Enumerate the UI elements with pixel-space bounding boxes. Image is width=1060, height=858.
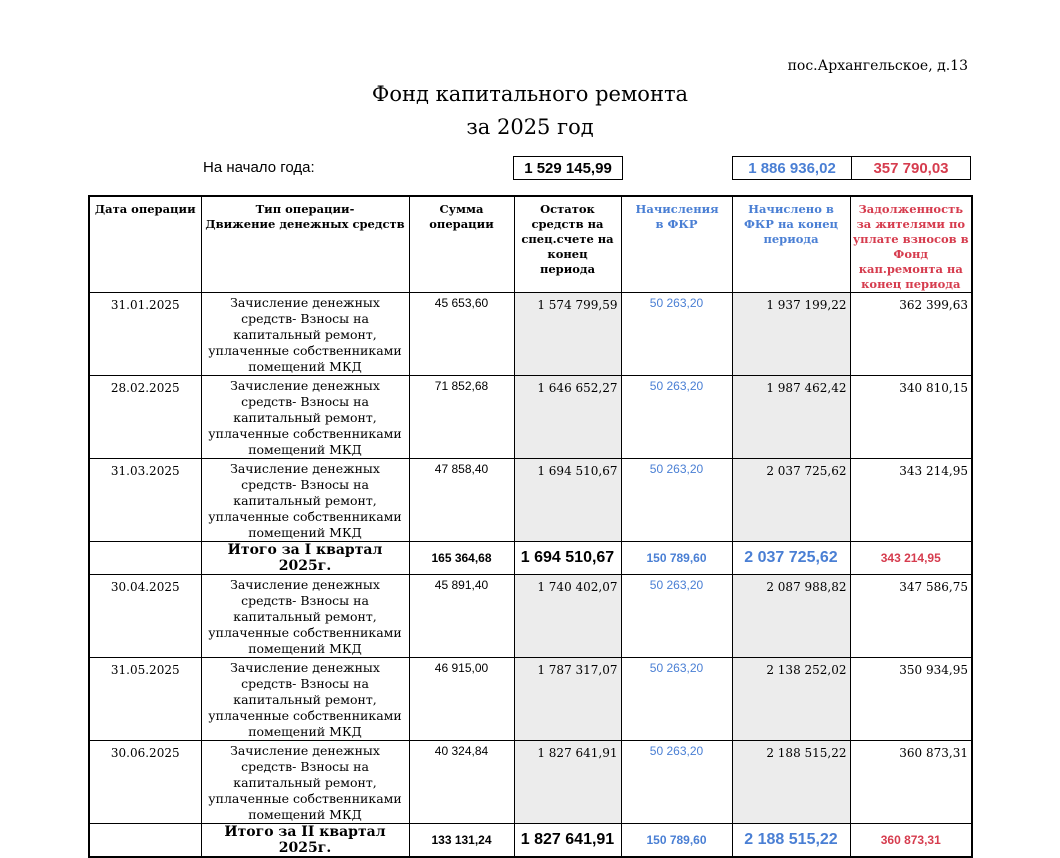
row-date: 30.04.2025 xyxy=(89,575,201,658)
row-accrued: 50 263,20 xyxy=(621,575,732,658)
total-blank-cell xyxy=(89,824,201,858)
row-fkr-total: 2 138 252,02 xyxy=(732,658,850,741)
total-accrued: 150 789,60 xyxy=(621,824,732,858)
row-sum: 40 324,84 xyxy=(409,741,514,824)
row-accrued: 50 263,20 xyxy=(621,741,732,824)
table-row xyxy=(89,376,972,459)
row-operation: Зачисление денежных средств- Взносы на капитальный ремонт, уплаченные собственниками помещений МКД xyxy=(201,741,409,824)
row-accrued: 50 263,20 xyxy=(621,293,732,376)
row-date: 30.06.2025 xyxy=(89,741,201,824)
row-date: 31.05.2025 xyxy=(89,658,201,741)
row-fkr-total: 2 188 515,22 xyxy=(732,741,850,824)
total-label: Итого за I квартал 2025г. xyxy=(201,542,409,575)
table-row xyxy=(89,575,972,658)
row-fkr-total: 1 937 199,22 xyxy=(732,293,850,376)
col-header-fkr-total: Начислено в ФКР на конец периода xyxy=(732,196,850,293)
row-operation: Зачисление денежных средств- Взносы на капитальный ремонт, уплаченные собственниками помещений МКД xyxy=(201,376,409,459)
table-row xyxy=(89,293,972,376)
row-fkr-total: 1 987 462,42 xyxy=(732,376,850,459)
row-balance: 1 827 641,91 xyxy=(514,741,621,824)
page-subtitle-year: за 2025 год xyxy=(466,115,594,139)
page-title: Фонд капитального ремонта xyxy=(371,82,689,106)
start-debt-value: 357 790,03 xyxy=(873,159,949,177)
row-operation: Зачисление денежных средств- Взносы на капитальный ремонт, уплаченные собственниками помещений МКД xyxy=(201,293,409,376)
col-header-operation: Тип операции- Движение денежных средств xyxy=(201,196,409,293)
table-header-row xyxy=(89,196,972,293)
row-date: 28.02.2025 xyxy=(89,376,201,459)
operations-table xyxy=(88,195,973,858)
col-header-balance: Остаток средств на спец.счете на конец периода xyxy=(514,196,621,293)
row-debt: 360 873,31 xyxy=(850,741,972,824)
row-accrued: 50 263,20 xyxy=(621,376,732,459)
row-date: 31.01.2025 xyxy=(89,293,201,376)
row-debt: 362 399,63 xyxy=(850,293,972,376)
row-debt: 347 586,75 xyxy=(850,575,972,658)
start-of-year-label: На начало года: xyxy=(203,159,315,176)
row-debt: 343 214,95 xyxy=(850,459,972,542)
table-row xyxy=(89,658,972,741)
row-balance: 1 574 799,59 xyxy=(514,293,621,376)
total-sum: 133 131,24 xyxy=(409,824,514,858)
row-accrued: 50 263,20 xyxy=(621,658,732,741)
row-sum: 45 653,60 xyxy=(409,293,514,376)
table-row xyxy=(89,741,972,824)
total-label: Итого за II квартал 2025г. xyxy=(201,824,409,858)
total-debt: 360 873,31 xyxy=(850,824,972,858)
row-debt: 340 810,15 xyxy=(850,376,972,459)
quarter-total-row xyxy=(89,824,972,858)
address-label: пос.Архангельское, д.13 xyxy=(787,58,968,74)
row-accrued: 50 263,20 xyxy=(621,459,732,542)
start-balance-value: 1 529 145,99 xyxy=(513,156,623,180)
col-header-accrued: Начисления в ФКР xyxy=(621,196,732,293)
total-balance: 1 827 641,91 xyxy=(514,824,621,858)
row-fkr-total: 2 087 988,82 xyxy=(732,575,850,658)
quarter-total-row xyxy=(89,542,972,575)
row-sum: 46 915,00 xyxy=(409,658,514,741)
total-fkr-total: 2 188 515,22 xyxy=(732,824,850,858)
total-accrued: 150 789,60 xyxy=(621,542,732,575)
row-balance: 1 646 652,27 xyxy=(514,376,621,459)
start-fkr-debt-box xyxy=(732,156,971,180)
row-balance: 1 787 317,07 xyxy=(514,658,621,741)
row-operation: Зачисление денежных средств- Взносы на капитальный ремонт, уплаченные собственниками помещений МКД xyxy=(201,459,409,542)
total-blank-cell xyxy=(89,542,201,575)
row-debt: 350 934,95 xyxy=(850,658,972,741)
total-fkr-total: 2 037 725,62 xyxy=(732,542,850,575)
row-balance: 1 694 510,67 xyxy=(514,459,621,542)
total-balance: 1 694 510,67 xyxy=(514,542,621,575)
table-row xyxy=(89,459,972,542)
start-fkr-accrued-value: 1 886 936,02 xyxy=(733,157,852,179)
total-sum: 165 364,68 xyxy=(409,542,514,575)
row-sum: 71 852,68 xyxy=(409,376,514,459)
row-operation: Зачисление денежных средств- Взносы на капитальный ремонт, уплаченные собственниками помещений МКД xyxy=(201,658,409,741)
row-sum: 45 891,40 xyxy=(409,575,514,658)
total-debt: 343 214,95 xyxy=(850,542,972,575)
row-date: 31.03.2025 xyxy=(89,459,201,542)
col-header-debt: Задолженность за жителями по уплате взносов в Фонд кап.ремонта на конец периода xyxy=(850,196,972,293)
row-sum: 47 858,40 xyxy=(409,459,514,542)
row-fkr-total: 2 037 725,62 xyxy=(732,459,850,542)
col-header-date: Дата операции xyxy=(89,196,201,293)
row-operation: Зачисление денежных средств- Взносы на капитальный ремонт, уплаченные собственниками помещений МКД xyxy=(201,575,409,658)
row-balance: 1 740 402,07 xyxy=(514,575,621,658)
col-header-sum: Сумма операции xyxy=(409,196,514,293)
